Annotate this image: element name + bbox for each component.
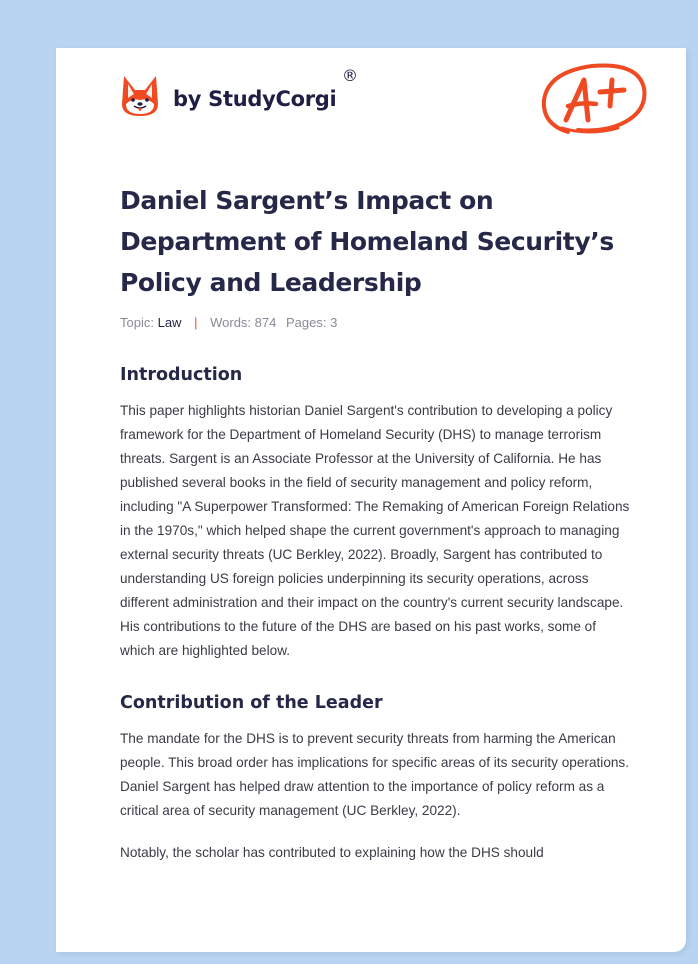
pages-count: 3 — [330, 315, 338, 330]
corgi-logo-icon — [120, 74, 160, 118]
words-count: 874 — [254, 315, 277, 330]
words-label: Words: — [210, 315, 252, 330]
article — [120, 180, 634, 865]
studycorgi-logo[interactable] — [120, 74, 336, 118]
document-card — [56, 48, 686, 952]
topic-label: Topic: — [120, 315, 154, 330]
page-title: Daniel Sargent’s Impact on Department of Homeland Security’s Policy and Leadership — [120, 186, 614, 297]
registered-mark: ® — [342, 66, 358, 85]
paragraph: Notably, the scholar has contributed to explaining how the DHS should — [120, 845, 544, 860]
pages-label: Pages: — [285, 315, 327, 330]
section-heading-introduction: Introduction — [120, 365, 243, 385]
brand-name: by StudyCorgi — [173, 87, 337, 111]
header — [56, 48, 686, 158]
topic-link[interactable]: Law — [157, 315, 182, 330]
section-heading-contribution: Contribution of the Leader — [120, 693, 383, 713]
paragraph: The mandate for the DHS is to prevent security threats from harming the American people. This broad order has implications for specific areas of its security operations. Daniel Sargent has helped draw attention to the importance of policy reform as a critical area of security management (UC Berkley, 2022). — [120, 731, 630, 818]
paragraph: This paper highlights historian Daniel Sargent's contribution to developing a policy framework for the Department of Homeland Security (DHS) to manage terrorism threats. Sargent is an Associate Professor at the University of California. He has published several books in the field of security management and policy reform, including "A Superpower Transformed: The Remaking of American Foreign Relations in the 1970s," which helped shape the current government's approach to managing external security threats (UC Berkley, 2022). Broadly, Sargent has contributed to understanding US foreign policies underpinning its security operations, across different administration and their impact on the country's current security landscape. His contributions to the future of the DHS are based on his past works, some of which are highlighted below. — [120, 403, 630, 658]
article-meta — [120, 315, 634, 335]
meta-separator: | — [194, 315, 198, 330]
a-plus-grade-icon — [538, 58, 650, 142]
